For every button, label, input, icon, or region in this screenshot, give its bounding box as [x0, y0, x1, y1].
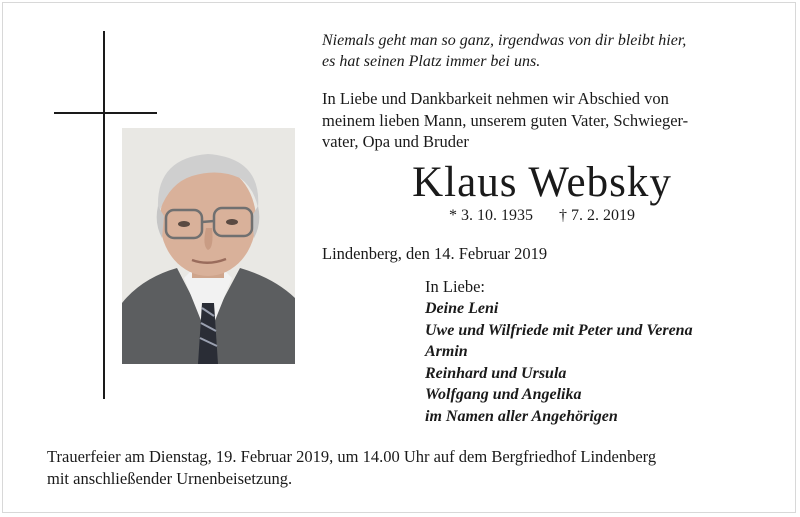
- farewell-line: In Liebe und Dankbarkeit nehmen wir Abschied von: [322, 89, 669, 108]
- life-dates: [322, 206, 762, 226]
- mourner-entry: Reinhard und Ursula: [425, 364, 567, 382]
- death-date: † 7. 2. 2019: [559, 207, 635, 224]
- farewell-line: meinem lieben Mann, unserem guten Vater, Schwieger-: [322, 110, 689, 130]
- place-and-date: Lindenberg, den 14. Februar 2019: [322, 244, 548, 263]
- mourner-entry: Wolfgang und Angelika: [425, 386, 582, 403]
- deceased-name: Klaus Websky: [412, 159, 672, 206]
- motto-line: es hat seinen Platz immer bei uns.: [322, 53, 541, 70]
- funeral-line: mit anschließender Urnenbeisetzung.: [47, 468, 293, 488]
- motto: [322, 30, 762, 72]
- cross-vertical-bar: [103, 31, 105, 399]
- farewell-text: [322, 88, 762, 153]
- funeral-line: Trauerfeier am Dienstag, 19. Februar 2019, um 14.00 Uhr auf dem Bergfriedhof Lindenberg: [47, 447, 657, 466]
- cross-horizontal-bar: [54, 112, 157, 114]
- mourner-entry: Deine Leni: [425, 300, 499, 317]
- mourner-entry: Uwe und Wilfriede mit Peter und Verena: [425, 321, 693, 339]
- portrait-photo: [122, 128, 295, 364]
- farewell-line: vater, Opa und Bruder: [322, 132, 469, 151]
- motto-line: Niemals geht man so ganz, irgendwas von dir bleibt hier,: [322, 32, 687, 49]
- portrait-illustration: [122, 128, 295, 364]
- mourners-list: [425, 298, 693, 427]
- birth-date: * 3. 10. 1935: [449, 207, 533, 224]
- signers-intro: In Liebe:: [425, 277, 486, 296]
- mourner-entry: Armin: [425, 343, 468, 360]
- funeral-info: [47, 446, 762, 489]
- mourner-entry: im Namen aller Angehörigen: [425, 407, 618, 425]
